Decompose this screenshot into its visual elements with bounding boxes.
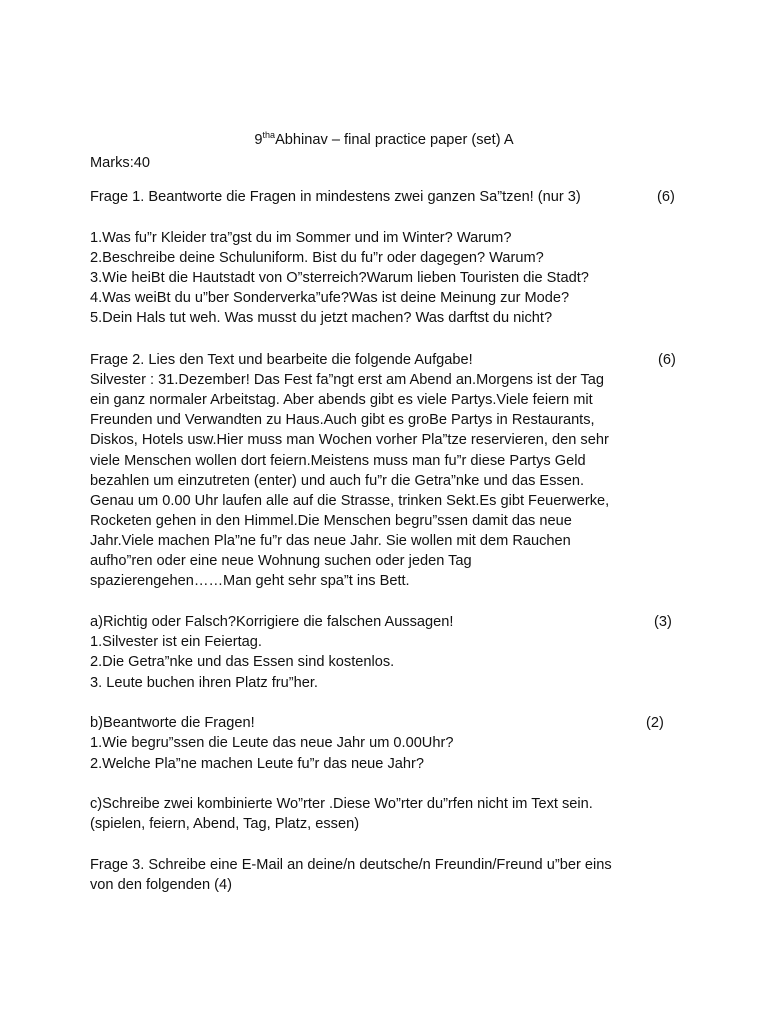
q2-text-line: Freunden und Verwandten zu Haus.Auch gibt es groBe Partys in Restaurants,: [90, 412, 595, 428]
q2-text-line: Genau um 0.00 Uhr laufen alle auf die Strasse, trinken Sekt.Es gibt Feuerwerke,: [90, 493, 610, 509]
q1-item: 5.Dein Hals tut weh. Was musst du jetzt machen? Was darftst du nicht?: [90, 310, 553, 326]
title-text: Abhinav – final practice paper (set) A: [275, 132, 514, 148]
q1-marks: (6): [657, 189, 675, 205]
q2-text-line: Jahr.Viele machen Pla”ne fu”r das neue Jahr. Sie wollen mit dem Rauchen: [90, 533, 571, 549]
part-b-marks: (2): [646, 715, 664, 731]
q2-text-line: Diskos, Hotels usw.Hier muss man Wochen vorher Pla”tze reservieren, den sehr: [90, 432, 609, 448]
part-a-marks: (3): [654, 614, 672, 630]
q2-text-line: bezahlen um einzutreten (enter) und auch fu”r die Getra”nke und das Essen.: [90, 473, 585, 489]
paper-title: [0, 130, 768, 150]
q2-marks: (6): [658, 352, 676, 368]
q3-line: Frage 3. Schreibe eine E-Mail an deine/n deutsche/n Freundin/Freund u”ber eins: [90, 857, 612, 873]
part-b-item: 2.Welche Pla”ne machen Leute fu”r das neue Jahr?: [90, 756, 424, 772]
part-a-item: 3. Leute buchen ihren Platz fru”her.: [90, 675, 318, 691]
q2-text-line: viele Menschen wollen dort feiern.Meistens muss man fu”r diese Partys Geld: [90, 453, 586, 469]
q2-text-line: aufho”ren oder eine neue Wohnung suchen oder jeden Tag: [90, 553, 472, 569]
grade-superscript: tha: [262, 130, 276, 140]
q1-item: 1.Was fu”r Kleider tra”gst du im Sommer und im Winter? Warum?: [90, 230, 512, 246]
part-b-item: 1.Wie begru”ssen die Leute das neue Jahr um 0.00Uhr?: [90, 735, 454, 751]
q1-heading: Frage 1. Beantworte die Fragen in mindestens zwei ganzen Sa”tzen! (nur 3): [90, 189, 581, 205]
q2-heading: Frage 2. Lies den Text und bearbeite die folgende Aufgabe!: [90, 352, 473, 368]
part-a-item: 1.Silvester ist ein Feiertag.: [90, 634, 262, 650]
q2-text-line: ein ganz normaler Arbeitstag. Aber abends gibt es viele Partys.Viele feiern mit: [90, 392, 593, 408]
part-a-heading: a)Richtig oder Falsch?Korrigiere die falschen Aussagen!: [90, 614, 454, 630]
part-b-heading: b)Beantworte die Fragen!: [90, 715, 255, 731]
q3-line: von den folgenden (4): [90, 877, 232, 893]
q2-text-line: Silvester : 31.Dezember! Das Fest fa”ngt erst am Abend an.Morgens ist der Tag: [90, 372, 604, 388]
q2-text-line: spazierengehen……Man geht sehr spa”t ins Bett.: [90, 573, 410, 589]
part-c-line: c)Schreibe zwei kombinierte Wo”rter .Diese Wo”rter du”rfen nicht im Text sein.: [90, 796, 593, 812]
q1-item: 4.Was weiBt du u”ber Sonderverka”ufe?Was ist deine Meinung zur Mode?: [90, 290, 570, 306]
grade-number: 9: [254, 132, 263, 148]
part-a-item: 2.Die Getra”nke und das Essen sind kostenlos.: [90, 654, 395, 670]
q1-item: 3.Wie heiBt die Hautstadt von O”sterreich?Warum lieben Touristen die Stadt?: [90, 270, 589, 286]
total-marks: Marks:40: [90, 155, 151, 171]
q1-item: 2.Beschreibe deine Schuluniform. Bist du fu”r oder dagegen? Warum?: [90, 250, 544, 266]
part-c-line: (spielen, feiern, Abend, Tag, Platz, essen): [90, 816, 360, 832]
q2-text-line: Rocketen gehen in den Himmel.Die Menschen begru”ssen damit das neue: [90, 513, 572, 529]
